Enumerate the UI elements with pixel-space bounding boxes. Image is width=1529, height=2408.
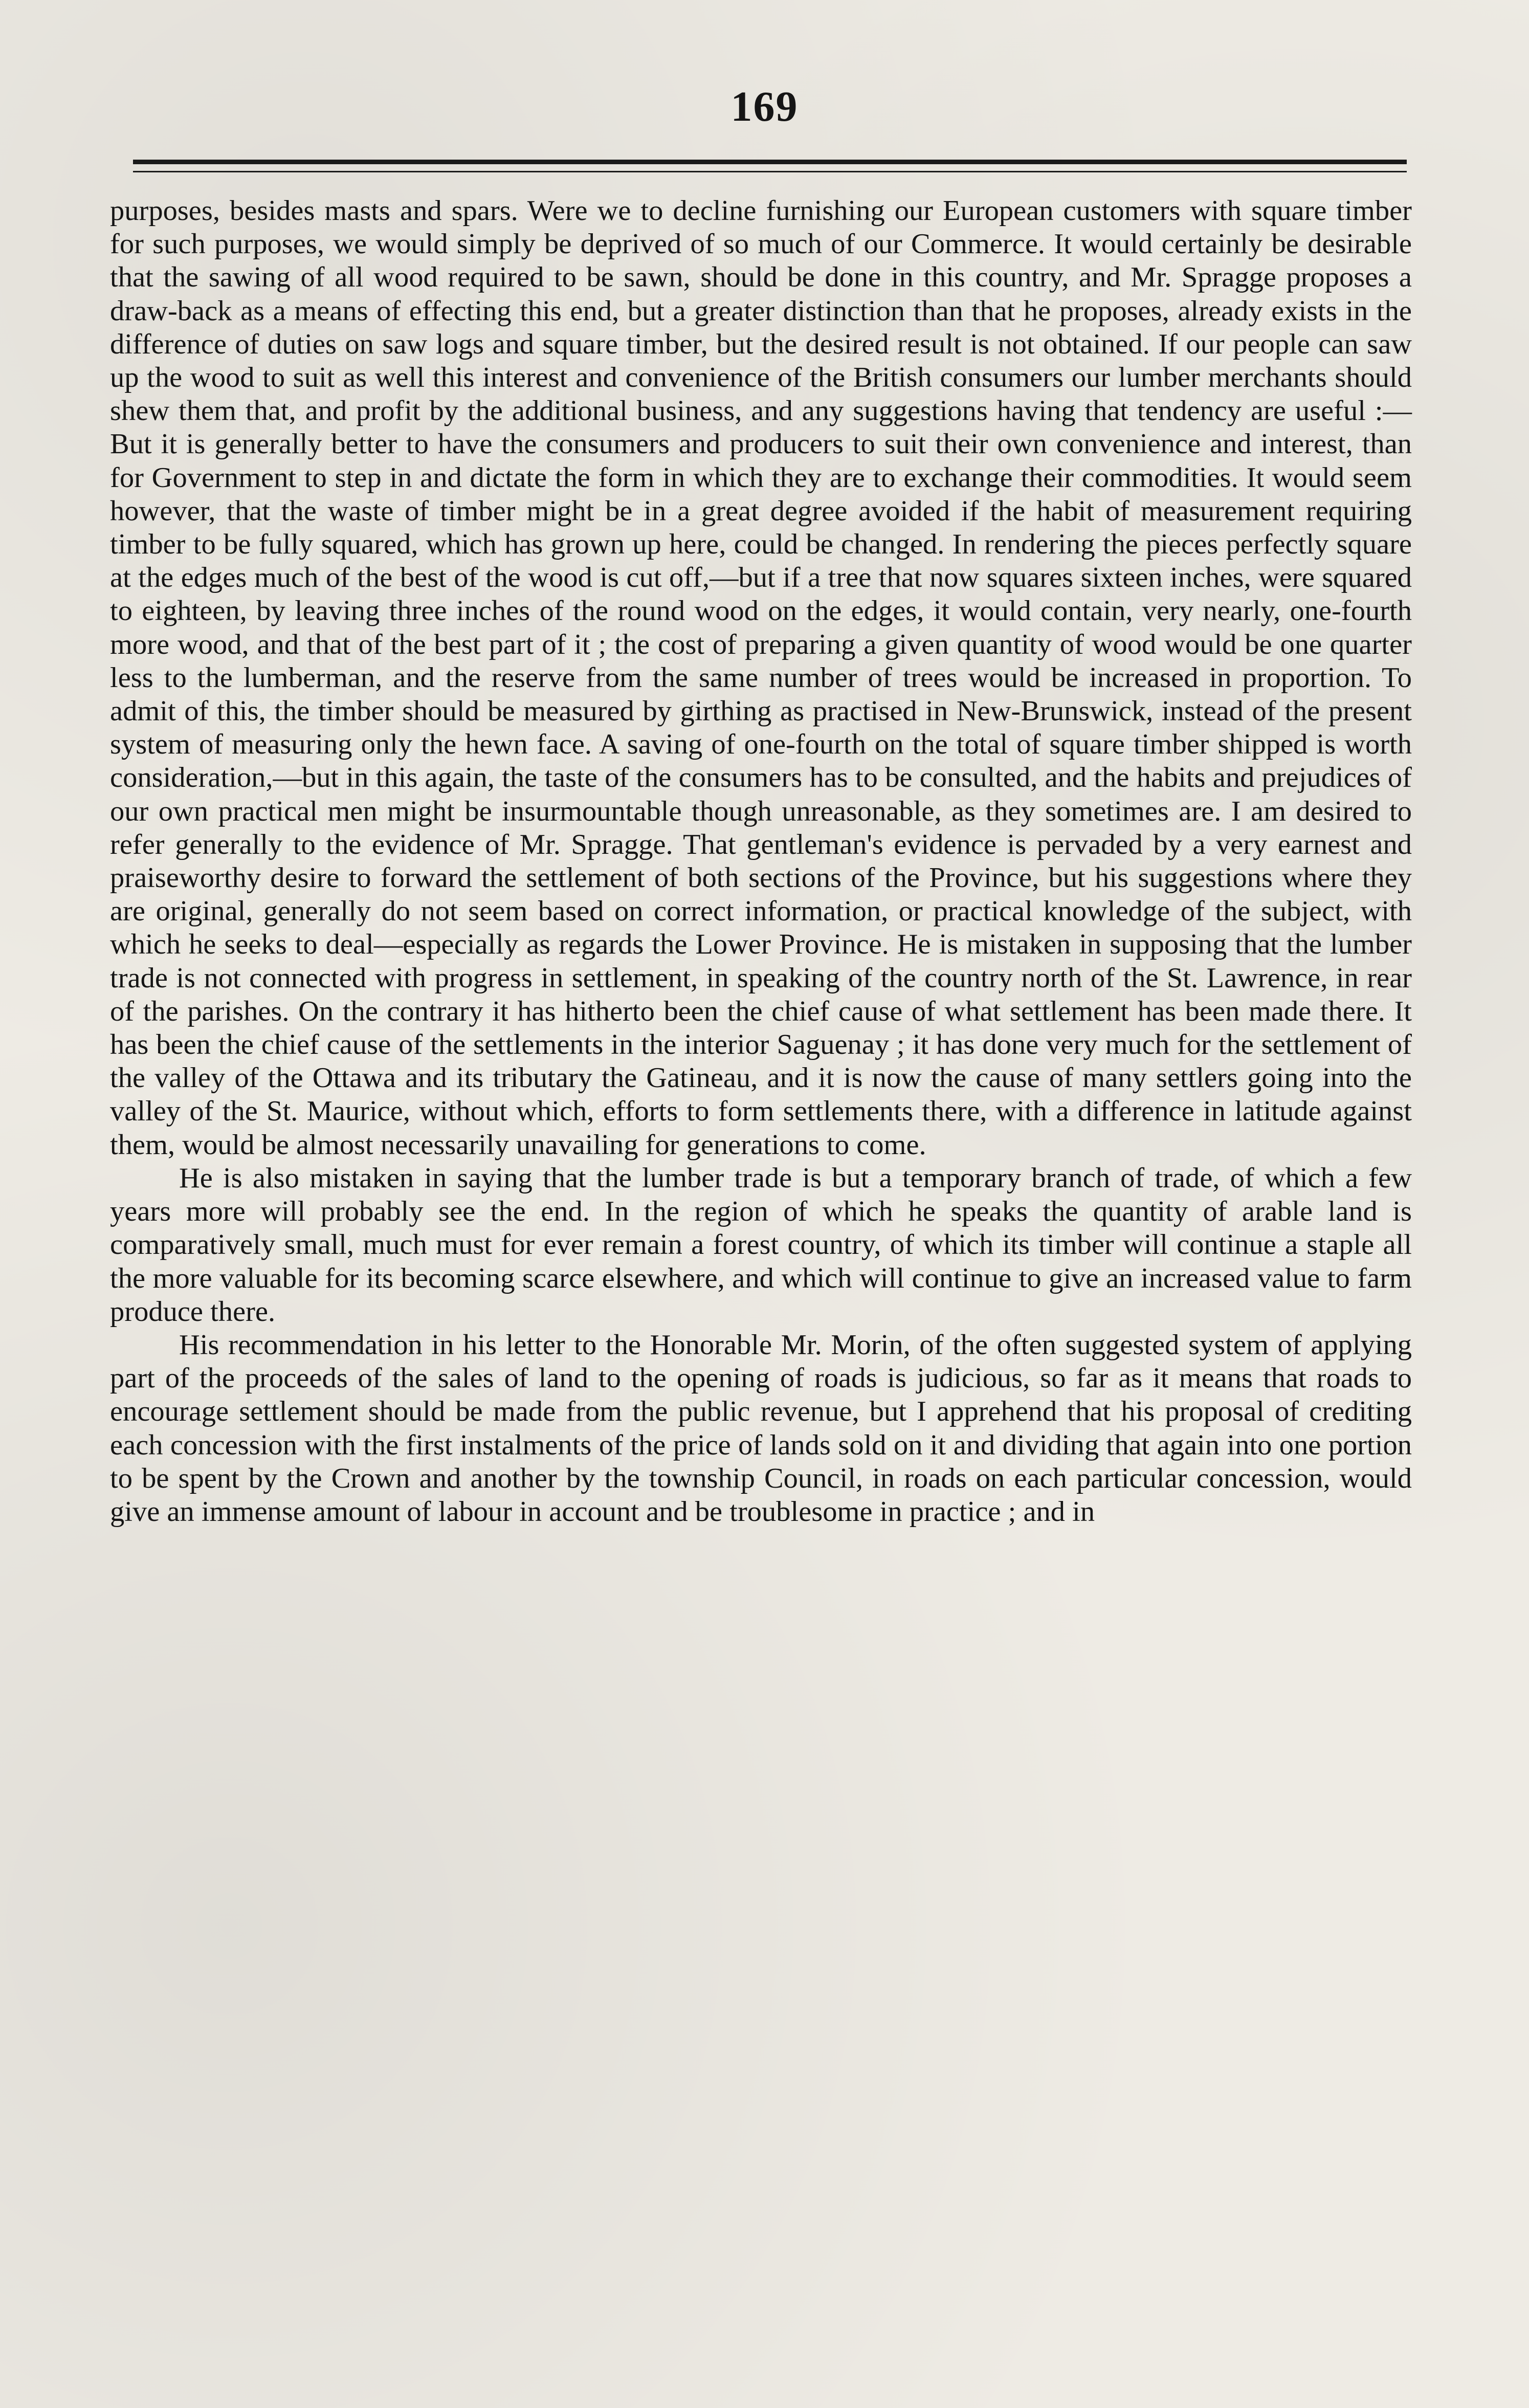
page-number: 169 xyxy=(730,83,799,130)
body-text xyxy=(110,194,1412,1529)
paragraph-lumber-trade: He is also mistaken in saying that the lumber trade is but a temporary branch of trade, of which a few years more will probably see the end. In the region of which he speaks the quantity of arable land is comparatively small, much must for ever remain a forest country, of which its timber will continue a staple all the more valuable for its becoming scarce elsewhere, and which will continue to give an increased value to farm produce there. xyxy=(110,1162,1412,1328)
paragraph-recommendation: His recommendation in his letter to the Honorable Mr. Morin, of the often suggested system of applying part of the proceeds of the sales of land to the opening of roads is judicious, so far as it means that roads to encourage settlement should be made from the public revenue, but I apprehend that his proposal of crediting each concession with the first instalments of the price of lands sold on it and dividing that again into one portion to be spent by the Crown and another by the township Council, in roads on each particular concession, would give an immense amount of labour in account and be troublesome in practice ; and in xyxy=(110,1329,1412,1528)
header-rule-thin xyxy=(133,171,1407,172)
header-rule-thick xyxy=(133,160,1407,164)
paragraph-continued: purposes, besides masts and spars. Were we to decline furnishing our European customers with square timber for such purposes, we would simply be deprived of so much of our Commerce. It would certainly be desirable that the sawing of all wood required to be sawn, should be done in this country, and Mr. Spragge proposes a draw-back as a means of effecting this end, but a greater distinction than that he proposes, already exists in the difference of duties on saw logs and square timber, but the desired result is not obtained. If our people can saw up the wood to suit as well this interest and convenience of the British consumers our lumber merchants should shew them that, and profit by the additional business, and any suggestions having that tendency are useful :—But it is generally better to have the consumers and producers to suit their own convenience and interest, than for Government to step in and dictate the form in which they are to exchange their commodities. It would seem however, that the waste of timber might be in a great degree avoided if the habit of measurement requiring timber to be fully squared, which has grown up here, could be changed. In rendering the pieces perfectly square at the edges much of the best of the wood is cut off,—but if a tree that now squares sixteen inches, were squared to eighteen, by leaving three inches of the round wood on the edges, it would contain, very nearly, one-fourth more wood, and that of the best part of it ; the cost of preparing a given quantity of wood would be one quarter less to the lumberman, and the reserve from the same number of trees would be increased in proportion. To admit of this, the timber should be measured by girthing as practised in New-Brunswick, instead of the present system of measuring only the hewn face. A saving of one-fourth on the total of square timber shipped is worth consideration,—but in this again, the taste of the consumers has to be consulted, and the habits and prejudices of our own practical men might be insurmountable though unreasonable, as they sometimes are. I am desired to refer generally to the evidence of Mr. Spragge. That gentleman's evidence is pervaded by a very earnest and praiseworthy desire to forward the settlement of both sections of the Province, but his suggestions where they are original, generally do not seem based on correct information, or practical knowledge of the subject, with which he seeks to deal—especially as regards the Lower Province. He is mistaken in supposing that the lumber trade is not connected with progress in settlement, in speaking of the country north of the St. Lawrence, in rear of the parishes. On the contrary it has hitherto been the chief cause of what settlement has been made there. It has been the chief cause of the settlements in the interior Saguenay ; it has done very much for the settlement of the valley of the Ottawa and its tributary the Gatineau, and it is now the cause of many settlers going into the valley of the St. Maurice, without which, efforts to form settlements there, with a difference in latitude against them, would be almost necessarily unavailing for generations to come. xyxy=(110,195,1412,1161)
